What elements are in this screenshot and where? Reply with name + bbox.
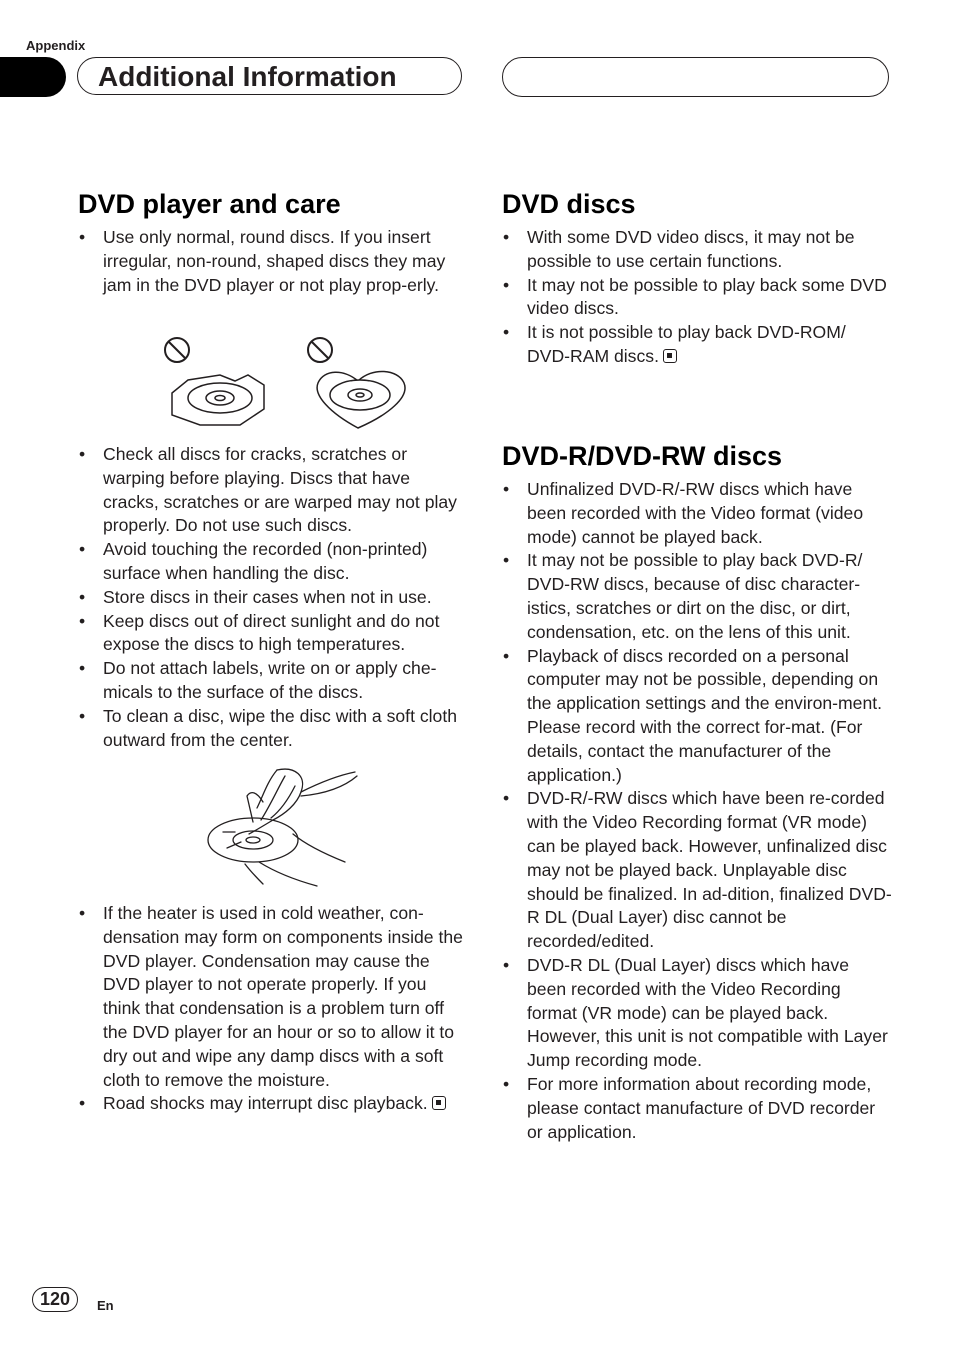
list-item: • Playback of discs recorded on a personal computer may not be possible, depending on the application settings and the environ-ment. Please record with the correct for-mat. (For details, contact the manufacturer of the application.) <box>502 645 892 788</box>
list-item: • If the heater is used in cold weather, con-densation may form on components inside the DVD player. Condensation may cause the DVD player to not operate properly. If you think that condensation is a problem turn off the DVD player for an hour or so to allow it to dry out and wipe any damp discs with a soft cloth to remove the moisture. <box>78 902 468 1092</box>
dvd-bullets <box>502 226 892 369</box>
section-tab <box>0 57 66 97</box>
list-item: • With some DVD video discs, it may not be possible to use certain functions. <box>502 226 892 274</box>
header-empty-box <box>502 57 889 97</box>
bullets-bottom <box>78 902 468 1116</box>
list-item-text: Road shocks may interrupt disc playback. <box>103 1093 428 1114</box>
end-mark-icon <box>432 1096 446 1110</box>
header-title-box <box>77 57 462 95</box>
list-item: • Keep discs out of direct sunlight and do not expose the discs to high temperatures. <box>78 610 468 658</box>
end-mark-icon <box>663 349 677 363</box>
list-item <box>502 321 892 369</box>
list-item: • For more information about recording mode, please contact manufacture of DVD recorder or application. <box>502 1073 892 1144</box>
heading-dvd-discs: DVD discs <box>502 189 636 219</box>
page-number: 120 <box>32 1287 78 1312</box>
bullets-top <box>78 226 468 297</box>
list-item: • It may not be possible to play back DVD-R/ DVD-RW discs, because of disc character-istics, scratches or dirt on the disc, or dirt, condensation, etc. on the lens of this unit. <box>502 549 892 644</box>
dvdr-discs-section <box>502 440 892 1144</box>
list-item: • Do not attach labels, write on or apply che-micals to the surface of the discs. <box>78 657 468 705</box>
dvd-player-care-section <box>78 188 468 297</box>
list-item-text: It is not possible to play back DVD-ROM/ DVD-RAM discs. <box>527 322 846 366</box>
list-item: • Unfinalized DVD-R/-RW discs which have been recorded with the Video format (video mode) cannot be played back. <box>502 478 892 549</box>
heading-dvd-player-care: DVD player and care <box>78 189 341 219</box>
list-item: • Store discs in their cases when not in use. <box>78 586 468 610</box>
dvdr-bullets <box>502 478 892 1144</box>
list-item: • Avoid touching the recorded (non-printed) surface when handling the disc. <box>78 538 468 586</box>
disc-cleaning-illustration <box>205 762 365 890</box>
section-label: Appendix <box>26 38 86 53</box>
list-item: • Use only normal, round discs. If you insert irregular, non-round, shaped discs they may jam in the DVD player or not play prop-erly. <box>78 226 468 297</box>
header-title: Additional Information <box>98 61 397 92</box>
list-item: • DVD-R DL (Dual Layer) discs which have been recorded with the Video Recording format (VR mode) can be played back. However, this unit is not compatible with Layer Jump recording mode. <box>502 954 892 1073</box>
irregular-discs-illustration <box>160 335 410 430</box>
list-item: • It may not be possible to play back some DVD video discs. <box>502 274 892 322</box>
care-bullets-section <box>78 443 468 752</box>
bullets-mid <box>78 443 468 752</box>
list-item <box>78 1092 468 1116</box>
language-label: En <box>97 1298 114 1313</box>
list-item: • DVD-R/-RW discs which have been re-corded with the Video Recording format (VR mode) can be played back. However, unfinalized disc may not be played back. Unplayable disc should be finalized. In ad-dition, finalized DVD-R DL (Dual Layer) disc cannot be recorded/edited. <box>502 787 892 954</box>
list-item: • Check all discs for cracks, scratches or warping before playing. Discs that have cracks, scratches or are warped may not play properly. Do not use such discs. <box>78 443 468 538</box>
condensation-section <box>78 902 468 1116</box>
heading-dvdr-discs: DVD-R/DVD-RW discs <box>502 441 783 471</box>
dvd-discs-section <box>502 188 892 369</box>
list-item: • To clean a disc, wipe the disc with a soft cloth outward from the center. <box>78 705 468 753</box>
